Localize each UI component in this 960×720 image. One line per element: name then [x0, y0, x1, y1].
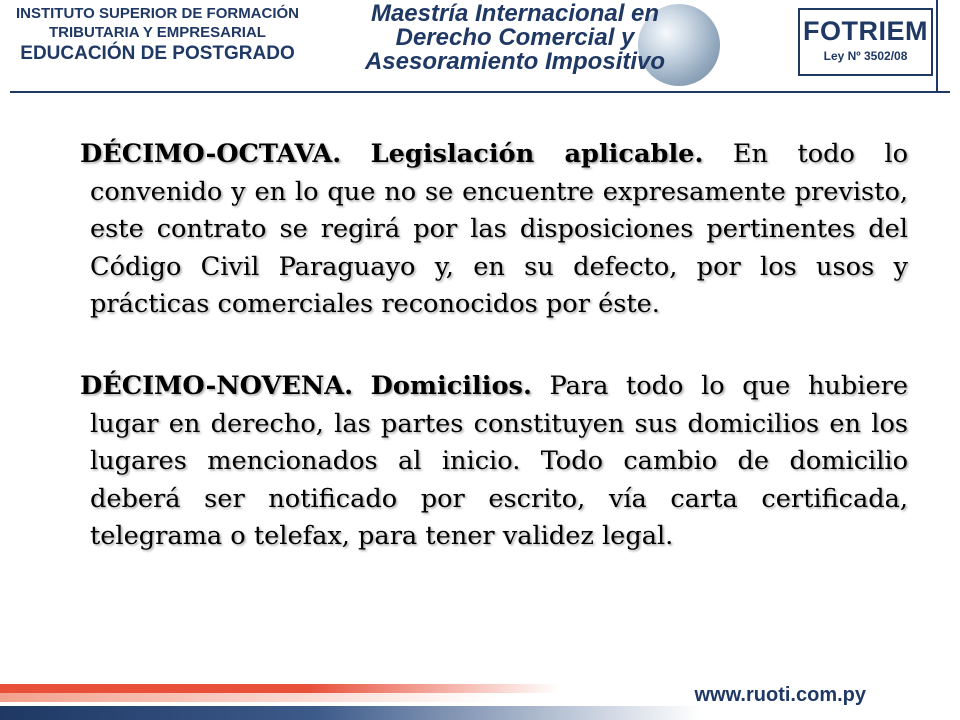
- program-title: [355, 2, 675, 74]
- fotriem-law: Ley Nº 3502/08: [823, 49, 908, 63]
- clause-19-title: Domicilios.: [370, 371, 532, 401]
- footer-website: www.ruoti.com.py: [694, 684, 866, 706]
- program-line-2: Derecho Comercial y: [395, 24, 635, 51]
- clause-19-number: DÉCIMO-NOVENA.: [80, 371, 353, 401]
- clause-18: [80, 136, 908, 324]
- clause-18-number: DÉCIMO-OCTAVA.: [80, 139, 342, 169]
- fotriem-name: FOTRIEM: [803, 16, 928, 46]
- footer-stripe-red: [0, 684, 560, 693]
- clause-19-body: Para todo lo que hubiere lugar en derecho, las partes constituyen sus domicilios en los lugares mencionados al inicio. Todo cambio de domicilio deberá ser notificado por escrito, vía carta certificada, telegrama o telefax, para tener validez legal.: [90, 371, 909, 551]
- institute-line-1: INSTITUTO SUPERIOR DE FORMACIÓN: [15, 5, 300, 22]
- slide-header: [0, 0, 960, 96]
- footer-stripe-salmon: [0, 693, 500, 702]
- institute-line-2: TRIBUTARIA Y EMPRESARIAL: [49, 24, 266, 41]
- footer-stripe-navy: [0, 706, 700, 720]
- program-line-3: Asesoramiento Impositivo: [364, 48, 666, 75]
- clause-18-body: En todo lo convenido y en lo que no se encuentre expresamente previsto, este contrato se regirá por las disposiciones pertinentes del Código Civil Paraguayo y, en su defecto, por los usos y prácticas comerciales reconocidos por éste.: [90, 139, 908, 319]
- fotriem-logo: [798, 8, 933, 76]
- fotriem-divider: [936, 0, 938, 92]
- clause-19: [80, 368, 908, 556]
- program-line-1: Maestría Internacional en: [370, 0, 660, 27]
- institute-logo-text: [10, 4, 305, 66]
- clause-18-title: Legislación aplicable.: [370, 139, 704, 169]
- header-rule: [10, 91, 950, 93]
- institute-line-3: EDUCACIÓN DE POSTGRADO: [20, 43, 295, 64]
